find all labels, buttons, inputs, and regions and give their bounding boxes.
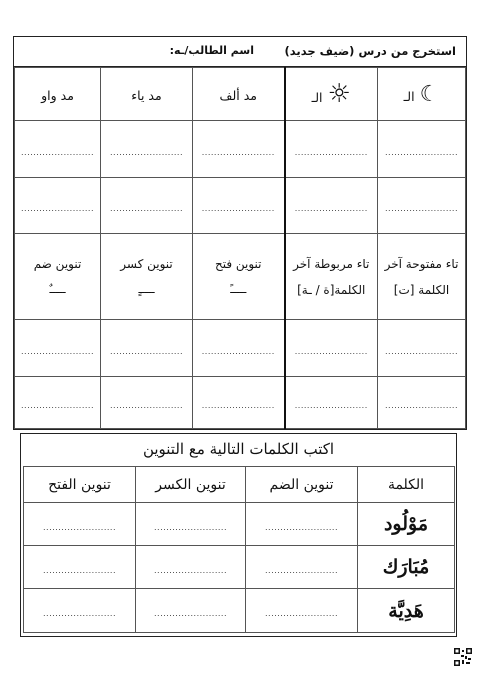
dotted-line: ........................ bbox=[264, 565, 339, 575]
column-header: الكلمة bbox=[358, 467, 455, 503]
answer-blank[interactable] bbox=[285, 121, 378, 178]
dotted-line: ........................ bbox=[153, 609, 228, 618]
answer-blank[interactable] bbox=[193, 121, 285, 178]
dotted-line: ........................ bbox=[384, 401, 459, 410]
table-row bbox=[15, 377, 466, 429]
answer-blank[interactable] bbox=[246, 503, 358, 546]
dotted-line: ........................ bbox=[201, 147, 275, 157]
dotted-line: ........................ bbox=[109, 401, 184, 410]
answer-blank[interactable] bbox=[246, 589, 358, 633]
table-row bbox=[15, 121, 466, 178]
dotted-line: ........................ bbox=[384, 346, 459, 356]
header-cell-madd-alif bbox=[193, 68, 285, 121]
header-label: الـ bbox=[311, 90, 323, 105]
answer-blank[interactable] bbox=[15, 121, 101, 178]
sun-icon: ☼ bbox=[327, 79, 351, 109]
dotted-line: ........................ bbox=[42, 522, 117, 532]
header-label: الـ bbox=[403, 88, 415, 104]
dotted-line: ........................ bbox=[264, 609, 339, 618]
dotted-line: ........................ bbox=[294, 346, 368, 356]
table-row bbox=[24, 589, 455, 633]
answer-blank[interactable] bbox=[285, 320, 378, 377]
header-label: مد ألف bbox=[219, 87, 257, 103]
dotted-line: ........................ bbox=[201, 346, 275, 356]
answer-blank[interactable] bbox=[378, 178, 466, 234]
word-cell: مُبَارَك bbox=[358, 546, 455, 589]
answer-blank[interactable] bbox=[378, 377, 466, 429]
dotted-line: ........................ bbox=[20, 346, 95, 356]
answer-blank[interactable] bbox=[285, 377, 378, 429]
header-cell-al-shamsiya bbox=[285, 68, 378, 121]
answer-blank[interactable] bbox=[378, 121, 466, 178]
table-row bbox=[24, 503, 455, 546]
header-label: تنوين فتح bbox=[214, 256, 262, 271]
answer-blank[interactable] bbox=[24, 546, 136, 589]
dotted-line: ........................ bbox=[109, 204, 184, 213]
dotted-line: ........................ bbox=[294, 147, 368, 157]
dotted-line: ........................ bbox=[153, 522, 228, 532]
table-row bbox=[24, 546, 455, 589]
table-row bbox=[24, 467, 455, 503]
dotted-line: ........................ bbox=[201, 401, 275, 410]
tanween-mark: ـــــٌ bbox=[49, 282, 66, 296]
header-label: تنوين ضم bbox=[33, 256, 82, 271]
column-header: تنوين الفتح bbox=[24, 467, 136, 503]
tanween-mark: ـــــٍ bbox=[138, 282, 155, 296]
dotted-line: ........................ bbox=[294, 204, 368, 213]
answer-blank[interactable] bbox=[15, 377, 101, 429]
dotted-line: ........................ bbox=[42, 565, 117, 575]
header-cell-tanween-damm bbox=[15, 234, 101, 320]
worksheet-header bbox=[14, 37, 466, 67]
dotted-line: ........................ bbox=[384, 147, 459, 157]
moon-icon: ☾ bbox=[419, 81, 440, 107]
dotted-line: ........................ bbox=[294, 401, 368, 410]
header-sublabel: الكلمة[ة / ـة] bbox=[297, 282, 366, 297]
header-cell-tied-taa bbox=[285, 234, 378, 320]
answer-blank[interactable] bbox=[24, 589, 136, 633]
tanween-table bbox=[23, 466, 455, 633]
extraction-table-1 bbox=[14, 67, 466, 234]
tanween-exercise bbox=[20, 433, 457, 637]
answer-blank[interactable] bbox=[101, 178, 193, 234]
table-row bbox=[15, 234, 466, 320]
tanween-mark: ـــــً bbox=[230, 282, 247, 296]
answer-blank[interactable] bbox=[136, 589, 246, 633]
answer-blank[interactable] bbox=[193, 377, 285, 429]
header-cell-madd-ya bbox=[101, 68, 193, 121]
table-row bbox=[15, 178, 466, 234]
dotted-line: ........................ bbox=[20, 147, 95, 157]
header-cell-al-qamariya bbox=[378, 68, 466, 121]
dotted-line: ........................ bbox=[42, 609, 117, 618]
dotted-line: ........................ bbox=[264, 522, 339, 532]
answer-blank[interactable] bbox=[378, 320, 466, 377]
column-header: تنوين الضم bbox=[246, 467, 358, 503]
dotted-line: ........................ bbox=[109, 147, 184, 157]
header-label: تاء مفتوحة آخر bbox=[384, 256, 459, 271]
dotted-line: ........................ bbox=[20, 401, 95, 410]
header-sublabel: الكلمة [ت] bbox=[393, 282, 450, 297]
header-label: مد واو bbox=[41, 87, 74, 103]
extraction-table-2 bbox=[14, 233, 466, 429]
column-header: تنوين الكسر bbox=[136, 467, 246, 503]
student-name-label: اسم الطالب/ـه: bbox=[169, 44, 254, 57]
word-cell: مَوْلُود bbox=[358, 503, 455, 546]
dotted-line: ........................ bbox=[20, 204, 95, 213]
table-row bbox=[15, 68, 466, 121]
table-row bbox=[15, 320, 466, 377]
answer-blank[interactable] bbox=[15, 178, 101, 234]
exercise-title: اكتب الكلمات التالية مع التنوين bbox=[142, 440, 335, 458]
qr-code-icon bbox=[454, 648, 472, 666]
answer-blank[interactable] bbox=[101, 377, 193, 429]
answer-blank[interactable] bbox=[246, 546, 358, 589]
dotted-line: ........................ bbox=[109, 346, 184, 356]
dotted-line: ........................ bbox=[384, 204, 459, 213]
dotted-line: ........................ bbox=[201, 204, 275, 213]
answer-blank[interactable] bbox=[285, 178, 378, 234]
dotted-line: ........................ bbox=[153, 565, 228, 575]
word-cell: هَدِيَّة bbox=[358, 589, 455, 633]
answer-blank[interactable] bbox=[15, 320, 101, 377]
answer-blank[interactable] bbox=[101, 121, 193, 178]
answer-blank[interactable] bbox=[193, 320, 285, 377]
header-cell-open-taa bbox=[378, 234, 466, 320]
lesson-title: استخرج من درس (ضيف جديد) bbox=[284, 44, 456, 58]
header-cell-tanween-fath bbox=[193, 234, 285, 320]
header-label: تاء مربوطة آخر bbox=[293, 256, 370, 271]
header-cell-tanween-kasr bbox=[101, 234, 193, 320]
worksheet-frame bbox=[13, 36, 467, 430]
answer-blank[interactable] bbox=[136, 546, 246, 589]
answer-blank[interactable] bbox=[24, 503, 136, 546]
header-label: تنوين كسر bbox=[120, 256, 173, 271]
answer-blank[interactable] bbox=[193, 178, 285, 234]
header-label: مد ياء bbox=[131, 87, 162, 103]
header-cell-madd-waw bbox=[15, 68, 101, 121]
answer-blank[interactable] bbox=[136, 503, 246, 546]
answer-blank[interactable] bbox=[101, 320, 193, 377]
